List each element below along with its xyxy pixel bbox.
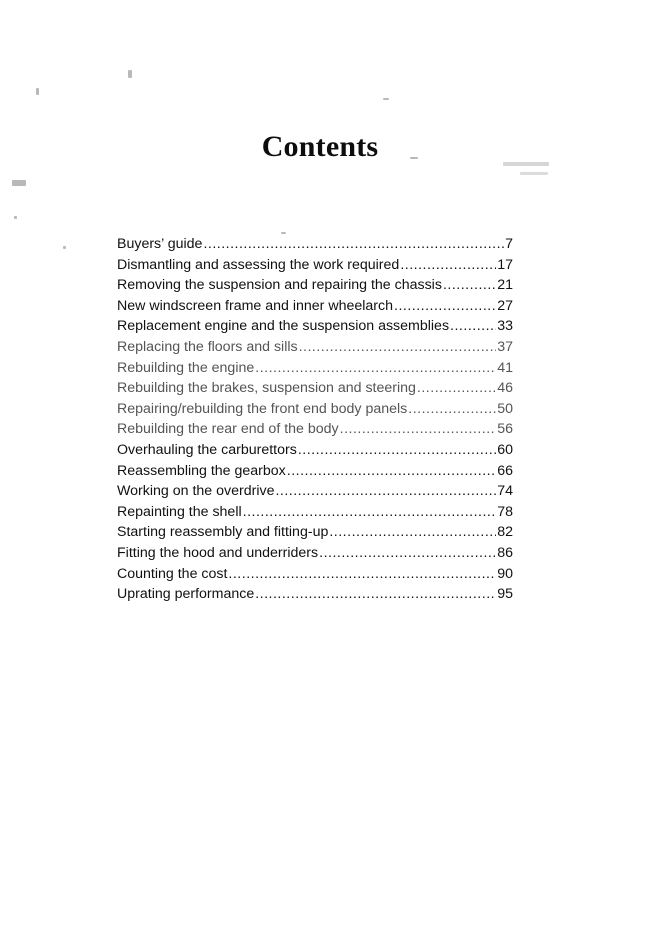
toc-dot-leader [255, 586, 496, 602]
toc-entry [117, 339, 513, 360]
toc-dot-leader [203, 236, 504, 252]
toc-entry-page-number: 95 [497, 586, 513, 603]
toc-dot-leader [298, 442, 496, 458]
toc-entry-label: Rebuilding the engine [117, 359, 255, 376]
toc-entry-label: Replacing the floors and sills [117, 338, 298, 355]
toc-entry-page-number: 27 [497, 297, 513, 314]
toc-entry-page-number: 86 [497, 544, 513, 561]
toc-entry [117, 566, 513, 587]
toc-dot-leader [228, 566, 496, 582]
toc-dot-leader [255, 360, 496, 376]
scan-speck [281, 232, 286, 234]
toc-dot-leader [287, 463, 496, 479]
toc-entry-page-number: 17 [497, 256, 513, 273]
toc-entry [117, 277, 513, 298]
table-of-contents [117, 236, 513, 607]
toc-entry-label: Replacement engine and the suspension assemblies [117, 318, 450, 335]
toc-dot-leader [299, 339, 497, 355]
toc-entry-page-number: 21 [497, 277, 513, 294]
toc-entry-label: Uprating performance [117, 586, 255, 603]
toc-entry [117, 504, 513, 525]
toc-entry-label: Rebuilding the brakes, suspension and steering [117, 380, 416, 397]
toc-entry-label: Removing the suspension and repairing the chassis [117, 277, 442, 294]
toc-entry [117, 463, 513, 484]
toc-entry-page-number: 50 [497, 400, 513, 417]
toc-entry [117, 421, 513, 442]
toc-dot-leader [275, 483, 496, 499]
toc-entry [117, 524, 513, 545]
toc-entry-label: Repairing/rebuilding the front end body panels [117, 400, 408, 417]
toc-entry [117, 360, 513, 381]
scan-speck [128, 70, 132, 78]
toc-dot-leader [394, 298, 496, 314]
toc-entry [117, 586, 513, 607]
scan-speck [63, 246, 66, 249]
toc-entry-label: Starting reassembly and fitting-up [117, 524, 329, 541]
toc-entry-label: Dismantling and assessing the work required [117, 256, 400, 273]
toc-entry-label: Fitting the hood and underriders [117, 544, 319, 561]
toc-dot-leader [443, 277, 496, 293]
toc-entry [117, 257, 513, 278]
toc-entry-label: Reassembling the gearbox [117, 462, 286, 479]
toc-entry-label: Counting the cost [117, 565, 228, 582]
toc-entry-page-number: 78 [497, 503, 513, 520]
toc-dot-leader [243, 504, 497, 520]
scan-speck [14, 216, 17, 219]
scan-speck [36, 88, 39, 95]
toc-entry-page-number: 7 [505, 236, 513, 252]
toc-entry-page-number: 60 [497, 441, 513, 458]
toc-entry-label: Overhauling the carburettors [117, 441, 297, 458]
toc-entry [117, 401, 513, 422]
toc-entry-page-number: 90 [497, 565, 513, 582]
scan-speck [383, 98, 389, 100]
toc-entry [117, 442, 513, 463]
toc-entry-label: Buyers’ guide [117, 236, 203, 252]
toc-entry-page-number: 74 [497, 483, 513, 500]
toc-entry-label: Working on the overdrive [117, 483, 275, 500]
toc-entry [117, 483, 513, 504]
toc-dot-leader [340, 421, 497, 437]
page-title: Contents [261, 130, 379, 163]
toc-dot-leader [417, 380, 496, 396]
toc-dot-leader [450, 318, 496, 334]
toc-entry [117, 236, 513, 257]
toc-entry-page-number: 33 [497, 318, 513, 335]
toc-entry-label: Rebuilding the rear end of the body [117, 421, 339, 438]
toc-entry-page-number: 66 [497, 462, 513, 479]
toc-dot-leader [400, 257, 496, 273]
toc-dot-leader [319, 545, 496, 561]
toc-entry-page-number: 56 [497, 421, 513, 438]
toc-entry [117, 298, 513, 319]
scan-speck [520, 172, 548, 175]
toc-entry-page-number: 46 [497, 380, 513, 397]
toc-dot-leader [329, 524, 496, 540]
toc-entry-label: New windscreen frame and inner wheelarch [117, 297, 394, 314]
toc-entry [117, 318, 513, 339]
toc-entry-page-number: 41 [497, 359, 513, 376]
toc-dot-leader [408, 401, 496, 417]
toc-entry-page-number: 37 [497, 338, 513, 355]
scan-speck [12, 180, 26, 186]
toc-entry [117, 380, 513, 401]
toc-entry-page-number: 82 [497, 524, 513, 541]
toc-entry-label: Repainting the shell [117, 503, 242, 520]
toc-entry [117, 545, 513, 566]
